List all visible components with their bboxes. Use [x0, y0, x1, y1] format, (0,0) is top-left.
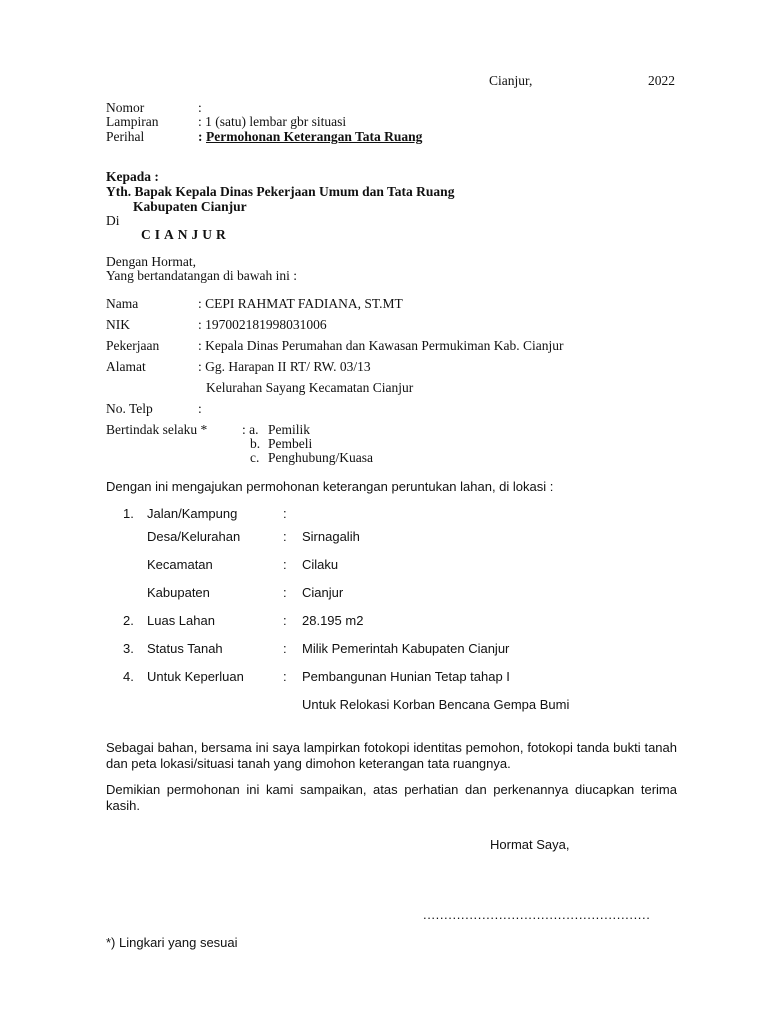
alamat-value: : Gg. Harapan II RT/ RW. 03/13 — [198, 359, 371, 374]
luas-label: Luas Lahan — [147, 613, 215, 628]
item-number-4: 4. — [123, 669, 134, 684]
signature-line: ...................................................... — [423, 907, 651, 922]
footnote: *) Lingkari yang sesuai — [106, 935, 238, 950]
item-number-2: 2. — [123, 613, 134, 628]
pekerjaan-label: Pekerjaan — [106, 338, 160, 353]
luas-colon: : — [283, 613, 287, 628]
bertindak-label: Bertindak selaku * — [106, 422, 208, 437]
keperluan-value: Pembangunan Hunian Tetap tahap I — [302, 669, 510, 684]
luas-value: 28.195 m2 — [302, 613, 364, 628]
kabupaten-colon: : — [283, 585, 287, 600]
status-label: Status Tanah — [147, 641, 223, 656]
kabupaten-label: Kabupaten — [147, 585, 210, 600]
intro-line: Yang bertandatangan di bawah ini : — [106, 268, 297, 283]
keperluan-label: Untuk Keperluan — [147, 669, 244, 684]
nik-value: : 197002181998031006 — [198, 317, 327, 332]
nama-label: Nama — [106, 296, 139, 311]
status-colon: : — [283, 641, 287, 656]
nik-label: NIK — [106, 317, 130, 332]
desa-colon: : — [283, 529, 287, 544]
recipient-line1: Yth. Bapak Kepala Dinas Pekerjaan Umum dan Tata Ruang — [106, 184, 455, 199]
pekerjaan-value: : Kepala Dinas Perumahan dan Kawasan Permukiman Kab. Cianjur — [198, 338, 564, 353]
kecamatan-colon: : — [283, 557, 287, 572]
kepada-label: Kepada : — [106, 169, 159, 184]
letter-year: 2022 — [648, 73, 675, 88]
nomor-label: Nomor — [106, 100, 145, 115]
nama-value: : CEPI RAHMAT FADIANA, ST.MT — [198, 296, 403, 311]
kecamatan-label: Kecamatan — [147, 557, 213, 572]
nomor-value: : — [198, 100, 202, 115]
greeting: Dengan Hormat, — [106, 254, 196, 269]
jalan-label: Jalan/Kampung — [147, 506, 238, 521]
item-number-1: 1. — [123, 506, 134, 521]
recipient-city: CIANJUR — [141, 227, 230, 242]
alamat-label: Alamat — [106, 359, 146, 374]
keperluan-colon: : — [283, 669, 287, 684]
jalan-colon: : — [283, 506, 287, 521]
telp-label: No. Telp — [106, 401, 153, 416]
status-value: Milik Pemerintah Kabupaten Cianjur — [302, 641, 510, 656]
perihal-colon: : — [198, 129, 203, 144]
bertindak-colon: : a. — [242, 422, 259, 437]
closing-paragraph-1: Sebagai bahan, bersama ini saya lampirkan fotokopi identitas pemohon, fotokopi tanda bukti tanah dan peta lokasi/situasi tanah yang dimohon keterangan tata ruangnya. — [106, 740, 677, 771]
option-pembeli: Pembeli — [268, 436, 313, 451]
item-number-3: 3. — [123, 641, 134, 656]
option-pemilik: Pemilik — [268, 422, 311, 437]
kabupaten-value: Cianjur — [302, 585, 344, 600]
alamat-line2: Kelurahan Sayang Kecamatan Cianjur — [206, 380, 414, 395]
lampiran-value: : 1 (satu) lembar gbr situasi — [198, 114, 347, 129]
desa-value: Sirnagalih — [302, 529, 360, 544]
closing-paragraph-2: Demikian permohonan ini kami sampaikan, atas perhatian dan perkenannya diucapkan terima kasih. — [106, 782, 677, 813]
telp-value: : — [198, 401, 202, 416]
perihal-value: Permohonan Keterangan Tata Ruang — [206, 129, 423, 144]
keperluan-line2: Untuk Relokasi Korban Bencana Gempa Bumi — [302, 697, 570, 712]
perihal-label: Perihal — [106, 129, 145, 144]
option-kuasa: Penghubung/Kuasa — [268, 450, 373, 465]
recipient-line2: Kabupaten Cianjur — [133, 199, 247, 214]
kecamatan-value: Cilaku — [302, 557, 339, 572]
hormat-saya: Hormat Saya, — [490, 837, 570, 852]
option-b-letter: b. — [250, 436, 261, 451]
option-c-letter: c. — [250, 450, 260, 465]
desa-label: Desa/Kelurahan — [147, 529, 241, 544]
letter-city: Cianjur, — [489, 73, 533, 88]
di-label: Di — [106, 213, 120, 228]
request-intro: Dengan ini mengajukan permohonan keterangan peruntukan lahan, di lokasi : — [106, 479, 554, 494]
lampiran-label: Lampiran — [106, 114, 159, 129]
